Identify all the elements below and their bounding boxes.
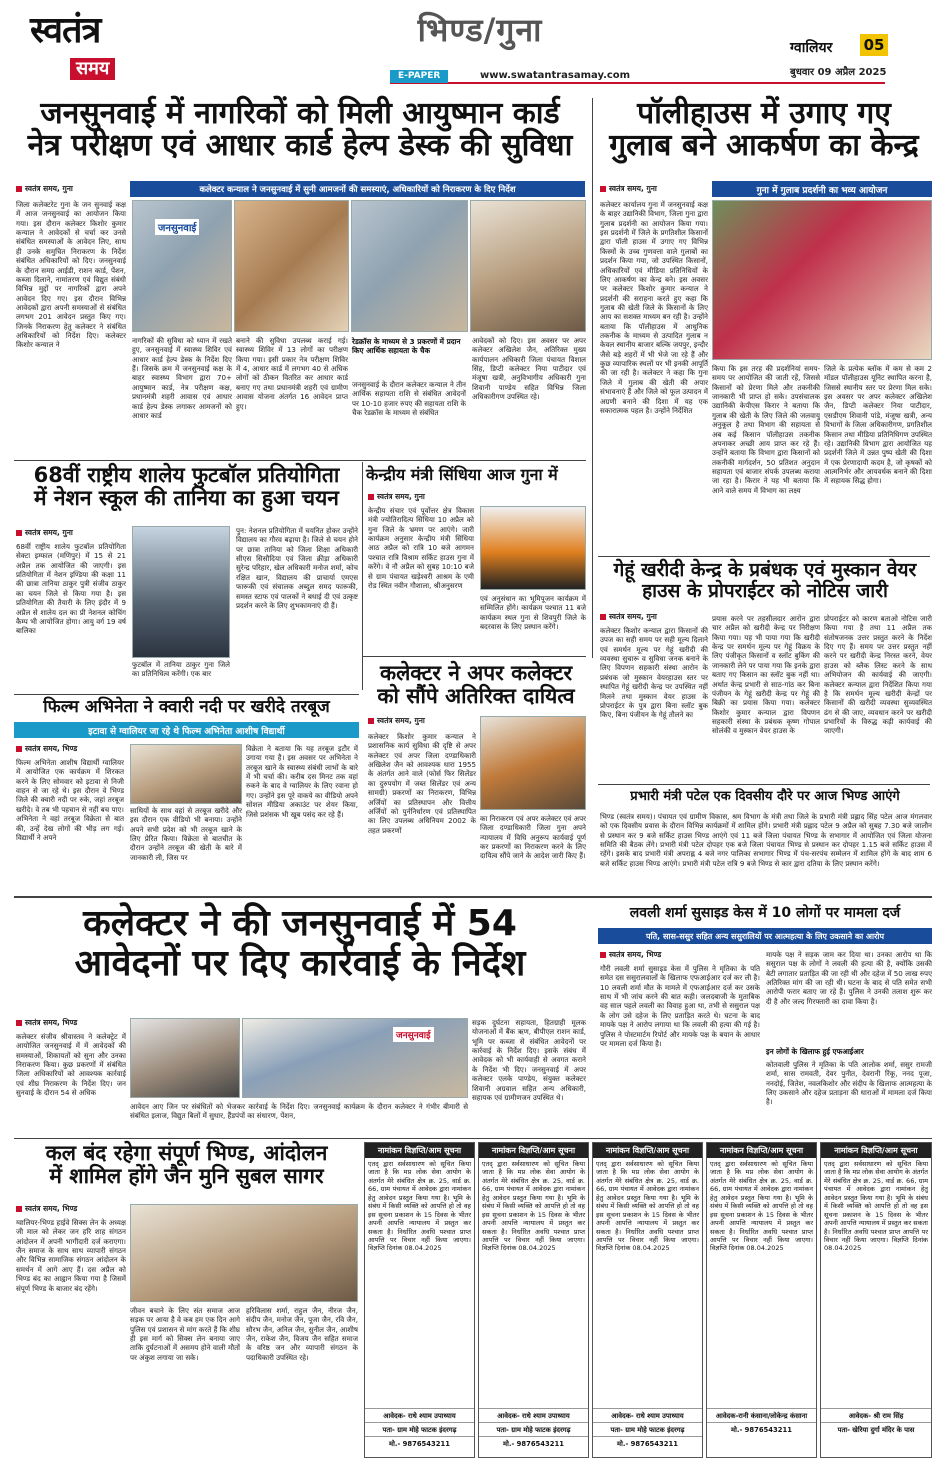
story7-byline-text: स्वतंत्र समय, गुना bbox=[609, 612, 657, 621]
story6-headline: फिल्म अभिनेता ने क्वारी नदी पर खरीदे तरबूज bbox=[43, 697, 330, 717]
notice-ad bbox=[592, 1142, 703, 1458]
story1-photo-b bbox=[234, 200, 349, 332]
story1-col5: आवेदकों को दिए। इस अवसर पर अपर कलेक्टर अखिलेश जैन, अतिरिक्त मुख्य कार्यपालन अधिकारी जिला पंचायत विशाल सिंह, डिप्टी कलेक्टर निया पाटीदार एवं मंजूषा खत्री, अनुविभागीय अधिकारी गुना शिवानी पाण्डेय सहित विभिन्न जिला अधिकारीगण उपस्थित रहे। bbox=[472, 336, 586, 402]
story7-byline bbox=[600, 612, 657, 622]
story8-headline: प्रभारी मंत्री पटेल एक दिवसीय दौरे पर आज भिण्ड आएंगे bbox=[630, 789, 900, 804]
story7-body: कलेक्टर किशोर कन्याल द्वारा किसानों की उपज का सही समय पर सही मूल्य दिलाने एवं समर्थन मूल्य पर गेहूं खरीदी की व्यवस्था सुचारू व सुविधा जनक बनाने के लिए विपणन सहकारी संस्था आरोन के प्रबंधक जो मुस्कान वेयरहाउस स्तर पर स्थापित गेहूं खरीदी केन्द्र पर उपस्थित नहीं मिलने तथा मुस्कान वेयर हाउस के प्रोपराईटर के पुत्र द्वारा बिना स्लॉट बुक किए, बिना पंजीयन के गेहूं तौलने का bbox=[600, 626, 708, 720]
story11-photo bbox=[130, 1204, 358, 1302]
story9-byline bbox=[16, 1018, 77, 1028]
story2-col2: किया कि इस तरह की प्रदर्शनियां समय-समय पर आयोजित की जाती रहें, जिससे किसानों को प्रेरणा मिले और तकनीकी जानकारी भी प्राप्त हो सके। उपसंचालक उद्यानिकी केपीएस किरार ने बताया कि गुलाब की खेती के लिए जिले की जलवायु अनुकूल है तथा विभाग की सहायता से अब कई किसान पॉलीहाउस तकनीक अपनाकर अच्छी आय प्राप्त कर रहे हैं। उन्होंने बताया कि विभाग द्वारा किसानों को तकनीकी मार्गदर्शन, 50 प्रतिशत अनुदान सहायता एवं बाजार संपर्क उपलब्ध कराया जा रहा है। किरार ने यह भी बताया कि आने वाले समय में विभाग का लक्ष्य bbox=[712, 364, 820, 495]
story3-byline-text: स्वतंत्र समय, गुना bbox=[25, 528, 73, 537]
story3-headline-line1: 68वीं राष्ट्रीय शालेय फुटबॉल प्रतियोगिता bbox=[33, 463, 340, 487]
story2-subbar: गुना में गुलाब प्रदर्शनी का भव्य आयोजन bbox=[712, 181, 932, 197]
notice-ad-foot-2: पता- ग्राम मोहे फाटक इंदरगढ़ bbox=[593, 1422, 702, 1436]
story10-col2: मायके पक्ष ने सड़क जाम कर दिया था। उनका आरोप था कि ससुराल पक्ष के लोगों ने लवली की हत्या की है, क्योंकि उसकी बेटी लगातार प्रताड़ित की जा रही थी और दहेज में 50 लाख रुपए अतिरिक्त मांग की जा रही थी। घटना के बाद से पति समेत सभी आरोपी फरार बताए जा रहे हैं। पुलिस ने उनकी तलाश शुरू कर दी है और जल्द गिरफ्तारी का दावा किया है। bbox=[766, 950, 932, 1006]
logo-top: स्वतंत्र bbox=[30, 9, 101, 51]
story11-headline bbox=[14, 1142, 359, 1187]
story8-body: भिण्ड (स्वतंत्र समय)। पंचायत एवं ग्रामीण विकास, श्रम विभाग के मंत्री तथा जिले के प्रभारी मंत्री प्रह्लाद सिंह पटेल आज मंगलवार को एक दिवसीय प्रवास के दौरान विभिन्न कार्यक्रमों में शामिल होंगे। प्रभारी मंत्री प्रह्लाद पटेल 9 अप्रैल को सुबह 7.30 बजे जालौन से प्रस्थान कर 9 बजे सर्किट हाउस भिण्ड आएंगे एवं 11 बजे जिला पंचायत भिण्ड के सभागार में आयोजित एवं जिला योजना समिति की बैठक लेंगे। प्रभारी मंत्री पटेल दोपहर एक बजे जिला पंचायत भिण्ड से प्रस्थान कर दोपहर 1.15 बजे सर्किट हाउस में रहेंगे। इसके बाद प्रभारी मंत्री अपराह्न 4 बजे नगर पालिका सभागार भिण्ड में पंच-सरपंच सम्मेलन में शामिल होंगे के बाद शाम 6 बजे सर्किट हाउस भिण्ड आएंगे। प्रभारी मंत्री पटेल रात्रि 9 बजे भिण्ड से कार द्वारा दतिया के लिए प्रस्थान करेंगे। bbox=[600, 812, 932, 868]
story6-byline-text: स्वतंत्र समय, भिण्ड bbox=[25, 744, 78, 753]
story7-col2: प्रयास करने पर तहसीलदार आरोन द्वारा चार अप्रैल को खरीदी केन्द्र पर निरीक्षण किया गया। यह भी पाया गया कि खरीदी केन्द्र पर समर्थन मूल्य पर गेहूं विक्रय के लिए पंजीकृत किसानों व स्लॉट बुकिंग की जानकारी लेने पर पाया गया कि इनके द्वारा बताए गए किसान का स्लॉट बुक नहीं था। अर्थात केन्द्र प्रभारी से साठ-गांठ कर बिना पंजीयन के गेहूं खरीदी केन्द्र पर गेहूं की बिक्री का प्रयास किया गया। कलेक्टर किशोर कुमार कन्याल द्वारा विपणन सहकारी संस्था के प्रबंधक कृष्ण गोपाल सोलंकी व मुस्कान वेयर हाउस के bbox=[712, 614, 820, 736]
story3-caption: फुटबॉल में तानिया ठाकुर गुना जिले का प्रतिनिधित्व करेंगी। एक बार bbox=[132, 660, 230, 679]
story1-headline-line2: नेत्र परीक्षण एवं आधार कार्ड हेल्प डेस्क की सुविधा bbox=[27, 128, 573, 164]
story1-col2: नागरिकों की सुविधा को ध्यान में रखते हुए, जनसुनवाई में स्वास्थ्य शिविर एवं आधार कार्ड हेल्प डेस्क के निर्देश दिए हैं। जिसके क्रम में जनसुनवाई कक्ष के बाहर स्वास्थ्य विभाग द्वारा 70+ आयुष्मान कार्ड, नेत्र परीक्षण कक्ष, प्रधानमंत्री शहरी आवास एवं आधार कार्ड हेल्प डेस्क लगाकर आमजनों को आधार कार्ड bbox=[132, 336, 232, 420]
logo-bottom: समय bbox=[70, 58, 115, 80]
masthead bbox=[0, 0, 945, 90]
story11-byline bbox=[16, 1204, 77, 1214]
story1-byline-text: स्वतंत्र समय, गुना bbox=[25, 184, 73, 193]
section-title: भिण्ड/गुना bbox=[417, 11, 543, 49]
story6-body: फिल्म अभिनेता आशीष विद्यार्थी ग्वालियर में आयोजित एक कार्यक्रम में शिरकत करने के लिए सोमवार को इटावा से निजी वाहन से जा रहे थे। इस दौरान वे भिण्ड जिले की क्वारी नदी पर रुके, जहां तरबूज खरीदे। वे तब भी पहचान से नहीं बच पाए। अभिनेता ने वहां तरबूज विक्रेता से बात की, उन्हें देख लोगों की भीड़ लग गई। विद्यार्थी ने अपने bbox=[16, 758, 124, 842]
bullet-icon bbox=[600, 614, 606, 620]
story5-byline-text: स्वतंत्र समय, गुना bbox=[377, 716, 425, 725]
story1-body: जिला कलेक्टरेट गुना के जन सुनवाई कक्ष में आज जनसुनवाई का आयोजन किया गया। इस दौरान कलेक्टर किशोर कुमार कन्याल ने आवेदकों से चर्चा कर उनसे संबंधित समस्याओं के आवेदन लिए, साथ ही उनके समुचित निराकरण के निर्देश संबंधित अधिकारियों को दिए। जनसुनवाई के दौरान समग्र आईडी, राशन कार्ड, पेंशन, कब्जा दिलाने, नामांतरण एवं विद्युत संबंधी विभिन्न मुद्दों पर नागरिकों द्वारा अपने आवेदन दिए गए। इस दौरान विभिन्न आवेदकों द्वारा अपनी समस्याओं से संबंधित लगभग 201 आवेदन प्रस्तुत किए गए। जिनके निराकरण हेतु कलेक्टर ने संबंधित अधिकारियों को निर्देश दिए। कलेक्टर किशोर कन्याल ने bbox=[16, 200, 126, 350]
story1-col3: बनाने की सुविधा उपलब्ध कराई गई। स्वास्थ्य शिविर में 13 लोगों का परीक्षण किया गया। इसी प्रकार नेत्र परीक्षण शिविर में 4, आधार कार्ड में लगभग 40 से अधिक लोगों को ठीकन वितरित कर आधार कार्ड बनाए गए तथा प्रधानमंत्री शहरी एवं ग्रामीण आवास योजना अंतर्गत 16 आवेदन प्राप्त हुए। bbox=[236, 336, 348, 411]
story1-photo-d bbox=[470, 200, 586, 332]
notice-ad-foot-4: आवेदक-रानी कंसाना/लोकेन्द्र कंसाना bbox=[707, 1408, 816, 1422]
page-number: 05 bbox=[860, 34, 888, 56]
divider bbox=[598, 784, 930, 785]
story2-col3: जिले के प्रत्येक ब्लॉक में कम से कम 2 मॉडल पॉलीहाउस यूनिट स्थापित करना है, जिससे स्थानीय स्तर पर प्रेरणा मिल सके। इस अवसर पर अपर कलेक्टर अखिलेश जैन, डिप्टी कलेक्टर निया पाटीदार, एसडीएम शिवानी पांडे, मंजूषा खत्री, अन्य विभागों के जिला अधिकारीगण, प्रगतिशील किसान तथा मीडिया प्रतिनिधिगण उपस्थित रहे। उद्यानिकी विभाग द्वारा आयोजित यह प्रदर्शनी जिले में उन्नत पुष्प खेती की दिशा में एक प्रेरणादायी कदम है, जो कृषकों को आत्मनिर्भर और आयवर्धक बनाने की दिशा में सहायक सिद्ध होगा। bbox=[824, 364, 932, 486]
story10-subhead: इन लोगों के खिलाफ हुई एफआईआर bbox=[766, 1047, 864, 1056]
story6-subbar: इटावा से ग्वालियर जा रहे थे फिल्म अभिनेता आशीष विद्यार्थी bbox=[14, 722, 359, 738]
story1-photo-a bbox=[132, 200, 232, 332]
story9-col2: सड़क दुर्घटना सहायता, हितग्राही मूलक योजनाओं में बैंक ऋण, बीपीएल राशन कार्ड, भूमि पर कब्जा से संबंधित आवेदनों पर कार्रवाई के निर्देश दिए। इसके संबंध में आवेदक को भी कार्यवाही से अवगत कराने के निर्देश भी दिए। जनसुनवाई में अपर कलेक्टर एलके पाण्डेय, संयुक्त कलेक्टर शिवानी अग्रवाल सहित अन्य अधिकारी, सहायक एवं ग्रामीणजन उपस्थित थे। bbox=[472, 1018, 586, 1102]
story9-byline-text: स्वतंत्र समय, भिण्ड bbox=[25, 1018, 78, 1027]
logo bbox=[30, 9, 140, 82]
notice-ad bbox=[820, 1142, 932, 1458]
story9-body: कलेक्टर संजीव श्रीवास्तव ने कलेक्ट्रेट में आयोजित जनसुनवाई में में आवेदकों की समस्याओं, शिकायतों को सुना और उनका निराकरण किया। कुछ प्रकरणों में संबंधित जिला अधिकारियों को आवश्यक कार्रवाई एवं शीघ्र निराकरण के निर्देश दिए। जन सुनवाई के दौरान 54 से अधिक bbox=[16, 1032, 126, 1098]
story7-col3: प्रोपराईटर को कारण बताओ नोटिस जारी किया गया है तथा 11 अप्रैल तक संतोषजनक उत्तर प्रस्तुत करने के निर्देश दिए गए हैं। समय पर उत्तर प्रस्तुत नहीं करने पर खरीदी केन्द्र निरस्त करने, वेयर हाउस को ब्लैक लिस्ट करने के साथ अभियोजन की कार्यवाई की जाएगी। कलेक्टर कन्याल द्वारा निर्देशित किया गया है कि समर्थन मूल्य खरीदी केन्द्रों पर किसानों की खरीदी व्यवस्था सुव्यवस्थित ढंग से की जाए, व्यवधान करने पर खरीदी प्रभारियों के विरुद्ध कड़ी कार्यवाई की जाएगी। bbox=[824, 614, 932, 736]
story2-headline-line2: गुलाब बने आकर्षण का केन्द्र bbox=[609, 128, 919, 164]
story3-byline bbox=[16, 528, 73, 538]
notice-ad-title: नामांकन विज्ञप्ति/आम सूचना bbox=[593, 1143, 702, 1158]
notice-ad bbox=[706, 1142, 817, 1458]
story10-col3: कोतवाली पुलिस ने मृतिका के पति आलोक शर्मा, ससुर रामजी शर्मा, सास रामवती, देवर पुनीत, देवरानी रिंकू, ननद पूजा, ननदोई, जितेश, नवलकिशोर और संदीप के खिलाफ आत्महत्या के लिए उकसाने और दहेज प्रताड़ना की धाराओं में मामला दर्ज किया है। bbox=[766, 1060, 932, 1107]
story5-headline-line1: कलेक्टर ने अपर कलेक्टर bbox=[379, 661, 573, 685]
site-url[interactable]: www.swatantrasamay.com bbox=[480, 70, 631, 81]
story9-headline-line1: कलेक्टर ने की जनसुनवाई में 54 bbox=[83, 903, 517, 944]
bullet-icon bbox=[368, 718, 374, 724]
bullet-icon bbox=[16, 530, 22, 536]
story11-byline-text: स्वतंत्र समय, भिण्ड bbox=[25, 1204, 78, 1213]
notice-ad-title: नामांकन विज्ञप्ति/आम सूचना bbox=[707, 1143, 816, 1158]
notice-ad-foot-3: मो.- 9876543211 bbox=[479, 1436, 588, 1450]
story1-byline bbox=[16, 184, 73, 194]
notice-ad-title: नामांकन विज्ञप्ति/आम सूचना bbox=[479, 1143, 588, 1158]
divider bbox=[14, 460, 586, 461]
story9-photo-a bbox=[130, 1018, 240, 1098]
story5-body: कलेक्टर किशोर कुमार कन्याल ने प्रशासनिक कार्य सुविधा की दृष्टि से अपर कलेक्टर एवं अपर जिला दण्डाधिकारी अखिलेश जैन को आवश्यक धारा 1955 के अंतर्गत आने वाले (फोर्स फिर सिलेंडर का दुरुपयोग में जब्त सिलेंडर एवं अन्य सामग्री) प्रकरणों का निराकरण, विभिन्न अर्जियों का प्रतिस्थापन और वित्तीय अर्जियों को पुर्ननिर्धारण एवं प्रतिस्थापित का लिए उपलब्ध अधिनियम 2002 के तहत प्रकरणों bbox=[368, 732, 476, 835]
story10-byline bbox=[600, 950, 661, 960]
notice-ad-foot-5: आवेदक- श्री राम सिंह bbox=[821, 1408, 931, 1422]
story7-headline: गेहूं खरीदी केन्द्र के प्रबंधक एवं मुस्कान वेयर हाउस के प्रोपराईटर को नोटिस जारी bbox=[613, 559, 917, 602]
story1-photo-c bbox=[351, 200, 468, 332]
story3-col2: पुन: नेशनल प्रतियोगिता में चयनित होकर उन्होंने विद्यालय का गौरव बढ़ाया है। जिले से चयन होने पर छात्रा तानिया को जिला शिक्षा अधिकारी सीएस सिसौदिया एवं जिला क्रीड़ा अधिकारी सुरेन्द्र परिहार, खेल अधिकारी मनोज शर्मा, कोच रक्षित खान, विद्यालय की प्राचार्या एमएस फारूकी एवं संचालक अब्दुल समद फारूकी, समस्त स्टाफ एवं पालकों ने बधाई दी एवं उत्कृष्ट प्रदर्शन करने के लिए शुभकामनाएं दी हैं। bbox=[236, 526, 358, 610]
city-label: ग्वालियर bbox=[790, 40, 833, 56]
story3-photo bbox=[132, 526, 230, 658]
notice-ad-foot-6: पता- खेरिया दुर्गा मंदिर के पास bbox=[821, 1422, 931, 1436]
story11-col2: जीवन बचाने के लिए संत समाज आज सड़क पर आया है वे कब हम एक दिन आगे पुलिस एवं प्रशासन से मांग करते हैं कि शीघ्र ही इस मार्ग को सिक्स लेन बनाया जाए ताकि दुर्घटनाओं में असमय होने वाली मौतों पर अंकुश लगाया जा सके। bbox=[130, 1306, 240, 1362]
story2-photo bbox=[712, 200, 932, 360]
story4-col2: एवं अनुसंधान का भूमिपूजन कार्यक्रम में सम्मिलित होंगे। कार्यक्रम पश्चात 11 बजे कार्यक्रम स्थल गुना से शिवपुरी जिले के बदरवास के लिए प्रस्थान करेंगे। bbox=[480, 594, 586, 632]
story2-headline-line1: पॉलीहाउस में उगाए गए bbox=[637, 96, 891, 131]
story6-col3: विक्रेता ने बताया कि यह तरबूज इटौर में उगाया गया है। इस अवसर पर अभिनेता ने तरबूज खाने के स्वास्थ्य संबंधी लाभों के बारे में भी चर्चा की। करीब दस मिनट तक वहां रुकने के बाद वे ग्वालियर के लिए रवाना हो गए। उन्होंने इस पूरे वाकये का वीडियो अपने सोशल मीडिया अकाउंट पर शेयर किया, जिसे प्रशंसक भी खूब पसंद कर रहे हैं। bbox=[246, 744, 358, 819]
story11-col3: हरिविलास शर्मा, राहुल जैन, नीरज जैन, संदीप जैन, मनोज जैन, पूजा जैन, रवि जैन, सौरभ जैन, अनिल जैन, सुनील जैन, आशीष जैन, राकेश जैन, विजय जैन सहित समाज के वरिष्ठ जन और व्यापारी संगठन के पदाधिकारी उपस्थित रहे। bbox=[246, 1306, 358, 1362]
story4-byline-text: स्वतंत्र समय, गुना bbox=[377, 492, 425, 501]
story9-caption: आवेदन आए जिन पर संबंधितों को भेजकर कार्रवाई के निर्देश दिए। जनसुनवाई कार्यक्रम के दौरान कलेक्टर ने गंभीर बीमारी से संबंधित इलाज, विद्युत बिलों में सुधार, हैंडपंपों का संधारण, पेंशन, bbox=[130, 1102, 468, 1121]
notice-ad-foot-2: पता- ग्राम मोहे फाटक इंदरगढ़ bbox=[479, 1422, 588, 1436]
story3-body: 68वीं राष्ट्रीय शालेय फुटबॉल प्रतियोगिता सेक्टा इम्फाल (मणिपुर) में 15 से 21 अप्रैल तक आयोजित की जाएगी। इस प्रतियोगिता में नेशन इण्डिया की कक्षा 11 की छात्रा तानिया ठाकुर पुत्री संजीव ठाकुर का चयन जिले से किया गया है। इस प्रतियोगिता की तैयारी के लिए इंदौर में 9 अप्रैल से शालेय दल का प्री नेशनल कोचिंग कैम्प भी आयोजित होगा। आयु वर्ग 19 वर्ष बालिका bbox=[16, 542, 126, 636]
story1-headline bbox=[14, 98, 586, 163]
story1-subbar: कलेक्टर कन्याल ने जनसुनवाई में सुनी आमजनों की समस्याएं, अधिकारियों को निराकरण के दिए निर्देश bbox=[130, 181, 585, 197]
story2-byline bbox=[600, 184, 657, 194]
notice-ad-foot-1: आवेदक- राधे श्याम उपाध्याय bbox=[593, 1408, 702, 1422]
story5-headline bbox=[366, 662, 586, 707]
story9-headline bbox=[14, 904, 586, 985]
notice-ad-foot-2: पता- ग्राम मोहे फाटक इंदरगढ़ bbox=[365, 1422, 474, 1436]
notice-ad-foot-1: आवेदक- राधे श्याम उपाध्याय bbox=[479, 1408, 588, 1422]
notice-ad-title: नामांकन विज्ञप्ति/आम सूचना bbox=[821, 1143, 931, 1158]
divider bbox=[14, 694, 359, 695]
story11-headline-line1: कल बंद रहेगा संपूर्ण भिण्ड, आंदोलन bbox=[45, 1141, 328, 1165]
bullet-icon bbox=[16, 186, 22, 192]
notice-ad-foot-3: मो.- 9876543211 bbox=[593, 1436, 702, 1450]
story6-byline bbox=[16, 744, 77, 754]
story4-photo bbox=[480, 506, 586, 590]
divider bbox=[362, 656, 586, 657]
story6-photo bbox=[130, 744, 242, 804]
story3-headline-line2: में नेशन स्कूल की तानिया का हुआ चयन bbox=[34, 485, 339, 510]
story2-headline bbox=[598, 98, 930, 163]
story4-byline bbox=[368, 492, 425, 502]
divider bbox=[598, 556, 930, 557]
notice-ad-body: एतद् द्वारा सर्वसाधारण को सूचित किया जाता है कि मप्र लोक सेवा आयोग के अंतर्गत मेरे संबंधित क्षेत्र क्र. 25, वार्ड क्र. 66, ग्राम पंचायत में आवेदक द्वारा नामांकन हेतु आवेदन प्रस्तुत किया गया है। भूमि के संबंध में किसी व्यक्ति को आपत्ति हो तो वह इस सूचना प्रकाशन के 15 दिवस के भीतर अपनी आपत्ति न्यायालय में प्रस्तुत कर सकता है। निर्धारित अवधि पश्चात प्राप्त आपत्ति पर विचार नहीं किया जाएगा। विज्ञप्ति दिनांक 08.04.2025 bbox=[482, 1160, 585, 1253]
story10-subbar: पति, सास-ससुर सहित अन्य ससुरालियों पर आत्महत्या के लिए उकसाने का आरोप bbox=[598, 928, 932, 944]
story5-byline bbox=[368, 716, 425, 726]
date-line: बुधवार 09 अप्रैल 2025 bbox=[790, 67, 887, 78]
story5-photo bbox=[480, 716, 586, 810]
bullet-icon bbox=[600, 186, 606, 192]
notice-ad-body: एतद् द्वारा सर्वसाधारण को सूचित किया जाता है कि मप्र लोक सेवा आयोग के अंतर्गत मेरे संबंधित क्षेत्र क्र. 25, वार्ड क्र. 66, ग्राम पंचायत में आवेदक द्वारा नामांकन हेतु आवेदन प्रस्तुत किया गया है। भूमि के संबंध में किसी व्यक्ति को आपत्ति हो तो वह इस सूचना प्रकाशन के 15 दिवस के भीतर अपनी आपत्ति न्यायालय में प्रस्तुत कर सकता है। निर्धारित अवधि पश्चात प्राप्त आपत्ति पर विचार नहीं किया जाएगा। विज्ञप्ति दिनांक 08.04.2025 bbox=[824, 1160, 928, 1253]
story10-byline-text: स्वतंत्र समय, भिण्ड bbox=[609, 950, 662, 959]
divider bbox=[592, 98, 593, 658]
notice-ad-foot-1: आवेदक- राधे श्याम उपाध्याय bbox=[365, 1408, 474, 1422]
story4-headline: केन्द्रीय मंत्री सिंधिया आज गुना में bbox=[366, 465, 558, 484]
story10-body: गौरी लवली शर्मा सुसाइड केस में पुलिस ने मृतिका के पति समेत दस ससुरालवालों के खिलाफ एफआईआर दर्ज कर ली है। 10 लवली शर्मा मौत के मामले में एफआईआर दर्ज कर उसके साथ में भी जांच करने की बात कही। जलदबाजी के मुताबिक वह साल पहले लवली का विवाह हुआ था, तभी से ससुराल पक्ष के लोग उसे दहेज के लिए प्रताड़ित करते थे। घटना के बाद मायके पक्ष ने आरोप लगाया था कि लवली की हत्या की गई है। पुलिस ने पोस्टमार्टम रिपोर्ट और मायके पक्ष के बयान के आधार पर मामला दर्ज किया है। bbox=[600, 964, 760, 1048]
story6-col2: साथियों के साथ वहां से तरबूज खरीदे और इस दौरान एक वीडियो भी बनाया। उन्होंने अपने सभी प्रदेश को भी तरबूज खाने के लिए प्रेरित किया। विक्रेता से बातचीत के दौरान उन्होंने तरबूज की खेती के बारे में जानकारी ली, जिस पर bbox=[130, 806, 242, 862]
story2-body: कलेक्टर कार्यालय गुना में जनसुनवाई कक्ष के बाहर उद्यानिकी विभाग, जिला गुना द्वारा गुलाब प्रदर्शनी का आयोजन किया गया। इस प्रदर्शनी में जिले के प्रगतिशील किसानों द्वारा पॉली हाउस में उगाए गए विभिन्न किस्मों के उच्च गुणवत्ता वाले गुलाबों का प्रदर्शन किया गया, जो उपस्थित किसानों, अधिकारियों एवं मीडिया प्रतिनिधियों के लिए आकर्षण का केन्द्र बने। इस अवसर पर कलेक्टर किशोर कुमार कन्याल ने प्रदर्शनी की सराहना करते हुए कहा कि गुलाब की खेती जिले के किसानों के लिए आय का सशक्त माध्यम बन रही है। उन्होंने बताया कि पॉलीहाउस में आधुनिक तकनीक के माध्यम से उत्पादित गुलाब न केवल स्थानीय बाजार बल्कि जयपुर, इन्दौर जैसे बड़े शहरों में भी भेजे जा रहे हैं और कुछ व्यापारिक स्थलों पर भी इनकी आपूर्ति की जा रही है। कलेक्टर ने कहा कि गुना जिले में गुलाब की खेती की अपार संभावनाएं हैं और जिले को फूल उत्पादन में अग्रणी बनाने की दिशा में यह एक सकारात्मक पहल है। उन्होंने निर्देशित bbox=[600, 200, 708, 415]
story4-body: केन्द्रीय संचार एवं पूर्वोत्तर क्षेत्र विकास मंत्री ज्योतिरादित्य सिंधिया 10 अप्रैल को गुना जिले के भ्रमण पर आएंगे। जारी कार्यक्रम अनुसार केन्द्रीय मंत्री सिंधिया आठ अप्रैल को रात्रि 10 बजे आगमन पश्चात रात्रि विश्राम सर्किट हाउस गुना में करेंगे। वे नौ अप्रैल को सुबह 10:10 बजे से ग्राम पंचायत खड़ेश्वरी आश्रम के एमी रोड स्थित नवीन गौशाला, श्रीअनुसरण bbox=[368, 506, 474, 590]
story11-body: ग्वालियर-भिण्ड हाईवे सिक्स लेन के अध्यक्ष जी माल को लेकर जन हरि शाह संगठन आंदोलन में अपनी भागीदारी दर्ज कराएगा। जैन समाज के साथ साथ व्यापारी संगठन और विभिन्न सामाजिक संगठन आंदोलन के समर्थन में आगे आए हैं। दस अप्रैल को भिण्ड बंद का आह्वान किया गया है जिसमें संपूर्ण भिण्ड के बाजार बंद रहेंगे। bbox=[16, 1218, 126, 1293]
divider bbox=[14, 896, 932, 898]
story1-subhead: रेडक्रॉस के माध्यम से 3 प्रकरणों में प्रदान किए आर्थिक सहायता के चैक bbox=[352, 337, 461, 355]
bullet-icon bbox=[368, 494, 374, 500]
story1-headline-line1: जनसुनवाई में नागरिकों को मिली आयुष्मान कार्ड bbox=[40, 96, 560, 131]
story1-col4: जनसुनवाई के दौरान कलेक्टर कन्याल ने तीन आर्थिक सहायता राशि से संबंधित आवेदनों पर 10-10 हजार रुपए की सहायता राशि के चैक रेडक्रॉस के माध्यम से संबंधित bbox=[352, 380, 466, 418]
notice-ad-foot-3: मो.- 9876543211 bbox=[707, 1422, 816, 1436]
epaper-label: E-PAPER bbox=[390, 70, 448, 83]
bullet-icon bbox=[16, 1020, 22, 1026]
notice-ad bbox=[478, 1142, 589, 1458]
notice-ad-body: एतद् द्वारा सर्वसाधारण को सूचित किया जाता है कि मप्र लोक सेवा आयोग के अंतर्गत मेरे संबंधित क्षेत्र क्र. 25, वार्ड क्र. 66, ग्राम पंचायत में आवेदक द्वारा नामांकन हेतु आवेदन प्रस्तुत किया गया है। भूमि के संबंध में किसी व्यक्ति को आपत्ति हो तो वह इस सूचना प्रकाशन के 15 दिवस के भीतर अपनी आपत्ति न्यायालय में प्रस्तुत कर सकता है। निर्धारित अवधि पश्चात प्राप्त आपत्ति पर विचार नहीं किया जाएगा। विज्ञप्ति दिनांक 08.04.2025 bbox=[710, 1160, 813, 1253]
story10-headline: लवली शर्मा सुसाइड केस में 10 लोगों पर मामला दर्ज bbox=[629, 905, 901, 921]
story11-headline-line2: में शामिल होंगे जैन मुनि सुबल सागर bbox=[49, 1163, 324, 1188]
bullet-icon bbox=[16, 1206, 22, 1212]
story9-photo-b bbox=[242, 1018, 468, 1098]
story5-headline-line2: को सौंपे अतिरिक्त दायित्व bbox=[377, 683, 575, 708]
photo-sign: जनसुनवाई bbox=[393, 1027, 434, 1042]
story3-headline bbox=[14, 464, 359, 509]
notice-ad-title: नामांकन विज्ञप्ति/आम सूचना bbox=[365, 1143, 474, 1158]
story2-byline-text: स्वतंत्र समय, गुना bbox=[609, 184, 657, 193]
bullet-icon bbox=[16, 746, 22, 752]
bullet-icon bbox=[600, 952, 606, 958]
notice-ad-foot-3: मो.- 9876543211 bbox=[365, 1436, 474, 1450]
story5-col2: का निराकरण एवं अपर कलेक्टर एवं अपर जिला दण्डाधिकारी जिला गुना अपने न्यायालय में विधि अनुरूप कार्यवाई पूर्ण कर प्रकरणों का निराकरण करने के लिए दायित्व सौंपे जाने के आदेश जारी किए हैं। bbox=[480, 814, 586, 861]
notice-ad-body: एतद् द्वारा सर्वसाधारण को सूचित किया जाता है कि मप्र लोक सेवा आयोग के अंतर्गत मेरे संबंधित क्षेत्र क्र. 25, वार्ड क्र. 66, ग्राम पंचायत में आवेदक द्वारा नामांकन हेतु आवेदन प्रस्तुत किया गया है। भूमि के संबंध में किसी व्यक्ति को आपत्ति हो तो वह इस सूचना प्रकाशन के 15 दिवस के भीतर अपनी आपत्ति न्यायालय में प्रस्तुत कर सकता है। निर्धारित अवधि पश्चात प्राप्त आपत्ति पर विचार नहीं किया जाएगा। विज्ञप्ति दिनांक 08.04.2025 bbox=[368, 1160, 471, 1253]
photo-sign: जनसुनवाई bbox=[155, 219, 199, 235]
notice-ad-body: एतद् द्वारा सर्वसाधारण को सूचित किया जाता है कि मप्र लोक सेवा आयोग के अंतर्गत मेरे संबंधित क्षेत्र क्र. 25, वार्ड क्र. 66, ग्राम पंचायत में आवेदक द्वारा नामांकन हेतु आवेदन प्रस्तुत किया गया है। भूमि के संबंध में किसी व्यक्ति को आपत्ति हो तो वह इस सूचना प्रकाशन के 15 दिवस के भीतर अपनी आपत्ति न्यायालय में प्रस्तुत कर सकता है। निर्धारित अवधि पश्चात प्राप्त आपत्ति पर विचार नहीं किया जाएगा। विज्ञप्ति दिनांक 08.04.2025 bbox=[596, 1160, 699, 1253]
notice-ad bbox=[364, 1142, 475, 1458]
story9-headline-line2: आवेदनों पर दिए कार्रवाई के निर्देश bbox=[74, 943, 526, 985]
divider bbox=[14, 1138, 932, 1139]
